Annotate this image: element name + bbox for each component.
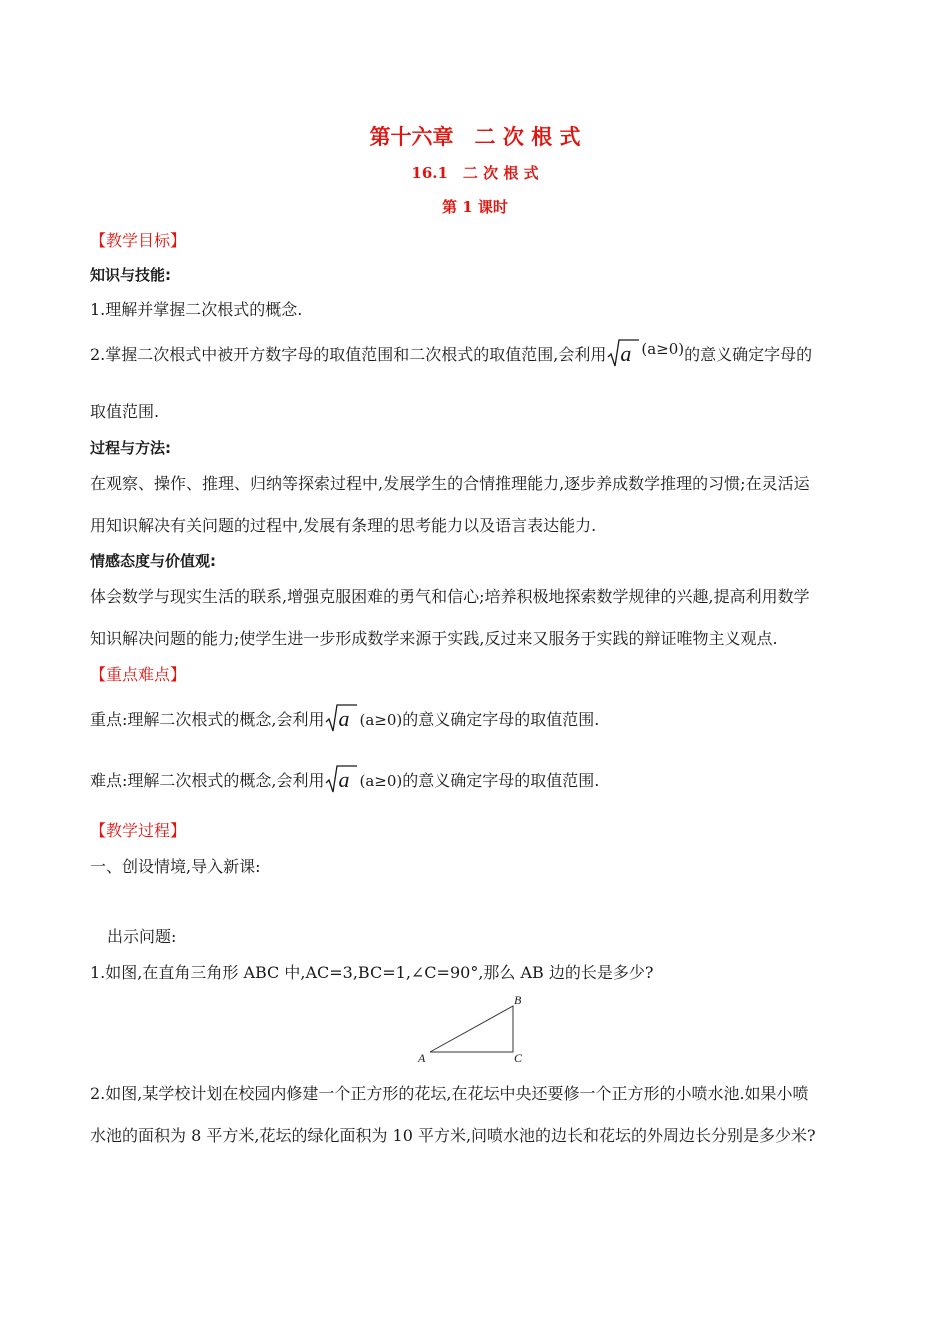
objective-item-2-cont: 取值范围.: [90, 402, 160, 421]
process-step-1: 一、创设情境,导入新课:: [90, 857, 261, 876]
section-title: 16.1 二 次 根 式: [411, 164, 539, 182]
question-2-line-2: 水池的面积为 8 平方米,花坛的绿化面积为 10 平方米,问喷水池的边长和花坛的外周边长分别是多少米?: [90, 1126, 816, 1145]
key-point-text-end: 的意义确定字母的取值范围.: [402, 710, 600, 729]
label-b: B: [514, 993, 522, 1007]
emotion-heading: 情感态度与价值观:: [90, 552, 216, 570]
question-1: 1.如图,在直角三角形 ABC 中,AC=3,BC=1,∠C=90°,那么 AB 边的长是多少?: [90, 963, 654, 982]
sqrt-condition: (a≥0): [359, 711, 403, 729]
label-c: C: [514, 1051, 523, 1064]
question-2-line-1: 2.如图,某学校计划在校园内修建一个正方形的花坛,在花坛中央还要修一个正方形的小喷水池.如果小喷: [90, 1084, 809, 1103]
radicand: a: [620, 341, 632, 366]
show-problem-label: 出示问题:: [107, 927, 177, 946]
sqrt-condition: (a≥0): [641, 340, 685, 358]
objective-item-1: 1.理解并掌握二次根式的概念.: [90, 300, 303, 319]
objective-item-2-text-end: 的意义确定字母的: [684, 345, 813, 364]
objective-item-2-text: 2.掌握二次根式中被开方数字母的取值范围和二次根式的取值范围,会利用: [90, 345, 607, 364]
key-points-heading: 【重点难点】: [90, 665, 187, 684]
key-point-text: 重点:理解二次根式的概念,会利用: [90, 710, 325, 729]
objective-item-2: [90, 338, 812, 368]
triangle-outline: [430, 1006, 513, 1052]
sqrt-expression: [325, 764, 357, 794]
sqrt-condition: (a≥0): [359, 772, 403, 790]
radicand: a: [338, 767, 350, 792]
key-point-line: [90, 703, 599, 733]
radicand: a: [338, 706, 350, 731]
difficulty-text: 难点:理解二次根式的概念,会利用: [90, 771, 325, 790]
emotion-line-1: 体会数学与现实生活的联系,增强克服困难的勇气和信心;培养积极地探索数学规律的兴趣,提高利用数学: [90, 587, 810, 606]
knowledge-heading: 知识与技能:: [90, 266, 171, 284]
emotion-line-2: 知识解决问题的能力;使学生进一步形成数学来源于实践,反过来又服务于实践的辩证唯物主义观点.: [90, 629, 778, 648]
objectives-heading: 【教学目标】: [90, 231, 187, 250]
sqrt-expression: [607, 338, 639, 368]
process-method-line-1: 在观察、操作、推理、归纳等探索过程中,发展学生的合情推理能力,逐步养成数学推理的习惯;在灵活运: [90, 474, 810, 493]
label-a: A: [418, 1051, 426, 1064]
teaching-process-heading: 【教学过程】: [90, 821, 187, 840]
difficulty-line: [90, 764, 599, 794]
difficulty-text-end: 的意义确定字母的取值范围.: [402, 771, 600, 790]
chapter-title: 第十六章 二 次 根 式: [369, 124, 581, 149]
process-method-line-2: 用知识解决有关问题的过程中,发展有条理的思考能力以及语言表达能力.: [90, 516, 597, 535]
right-triangle-figure: [416, 992, 528, 1064]
sqrt-expression: [325, 703, 357, 733]
process-method-heading: 过程与方法:: [90, 439, 171, 457]
lesson-label: 第 1 课时: [442, 198, 508, 216]
